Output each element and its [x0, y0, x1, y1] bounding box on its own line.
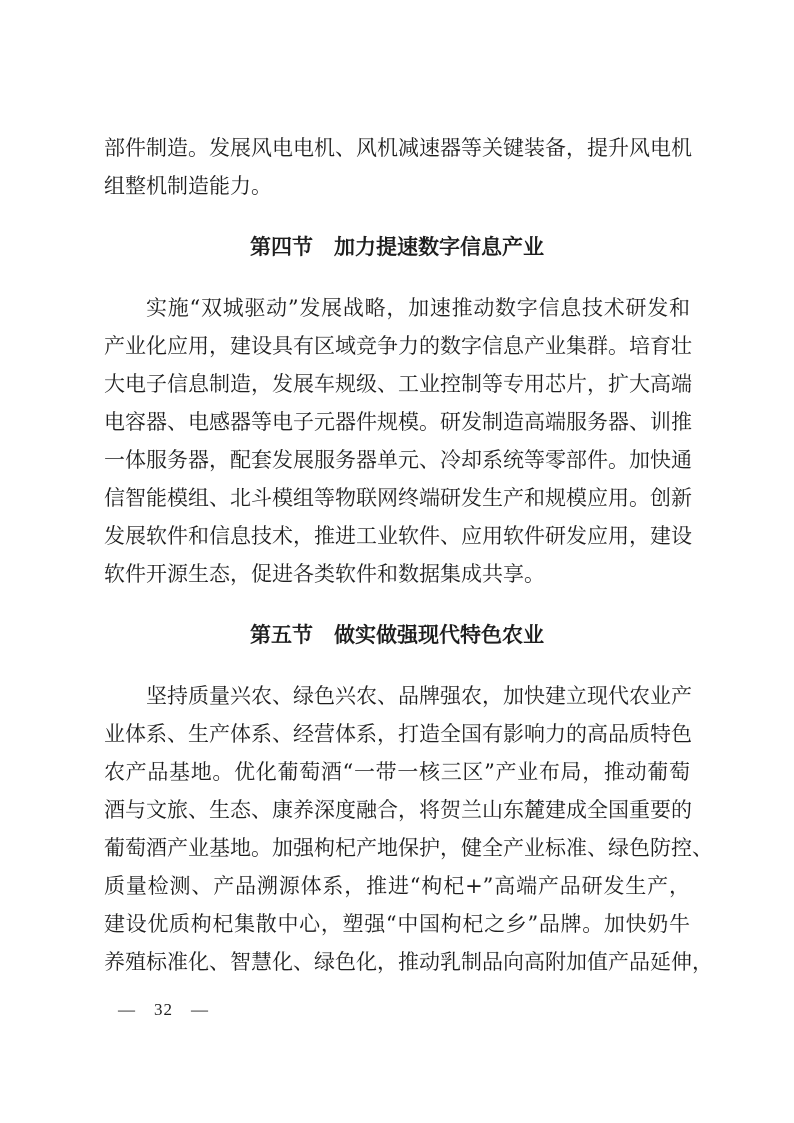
body-text-line: 养殖标准化、智慧化、绿色化，推动乳制品向高附加值产品延伸， — [104, 950, 713, 974]
body-text-line: 软件开源生态，促进各类软件和数据集成共享。 — [104, 562, 545, 586]
body-text-line: 电容器、电感器等电子元器件规模。研发制造高端服务器、训推 — [104, 410, 692, 434]
body-text-line: 建设优质枸杞集散中心，塑强“中国枸杞之乡”品牌。加快奶牛 — [104, 912, 690, 936]
body-text-line: 实施“双城驱动”发展战略，加速推动数字信息技术研发和 — [146, 296, 690, 320]
body-text-line: 农产品基地。优化葡萄酒“一带一核三区”产业布局，推动葡萄 — [104, 760, 690, 784]
body-text-line: 部件制造。发展风电电机、风机减速器等关键装备，提升风电机 — [104, 136, 692, 160]
page-number-footer — [110, 998, 217, 1022]
body-text-line: 一体服务器，配套发展服务器单元、冷却系统等零部件。加快通 — [104, 448, 692, 472]
section-heading: 第五节 做实做强现代特色农业 — [250, 623, 544, 647]
body-text-line: 坚持质量兴农、绿色兴农、品牌强农，加快建立现代农业产 — [146, 684, 692, 708]
body-text-line: 发展软件和信息技术，推进工业软件、应用软件研发应用，建设 — [104, 524, 692, 548]
page-number-dash-right: — — [191, 1000, 209, 1019]
page-number: 32 — [154, 1000, 173, 1019]
page-number-dash-left: — — [118, 1000, 136, 1019]
body-text-line: 质量检测、产品溯源体系，推进“枸杞+”高端产品研发生产， — [104, 874, 690, 898]
body-text-line: 产业化应用，建设具有区域竞争力的数字信息产业集群。培育壮 — [104, 334, 692, 358]
body-text-line: 葡萄酒产业基地。加强枸杞产地保护，健全产业标准、绿色防控、 — [104, 836, 713, 860]
body-text-line: 业体系、生产体系、经营体系，打造全国有影响力的高品质特色 — [104, 722, 692, 746]
body-text-line: 信智能模组、北斗模组等物联网终端研发生产和规模应用。创新 — [104, 486, 692, 510]
body-text-line: 酒与文旅、生态、康养深度融合，将贺兰山东麓建成全国重要的 — [104, 798, 692, 822]
body-text-line: 组整机制造能力。 — [104, 174, 272, 198]
section-heading: 第四节 加力提速数字信息产业 — [250, 235, 544, 259]
body-text-line: 大电子信息制造，发展车规级、工业控制等专用芯片，扩大高端 — [104, 372, 692, 396]
